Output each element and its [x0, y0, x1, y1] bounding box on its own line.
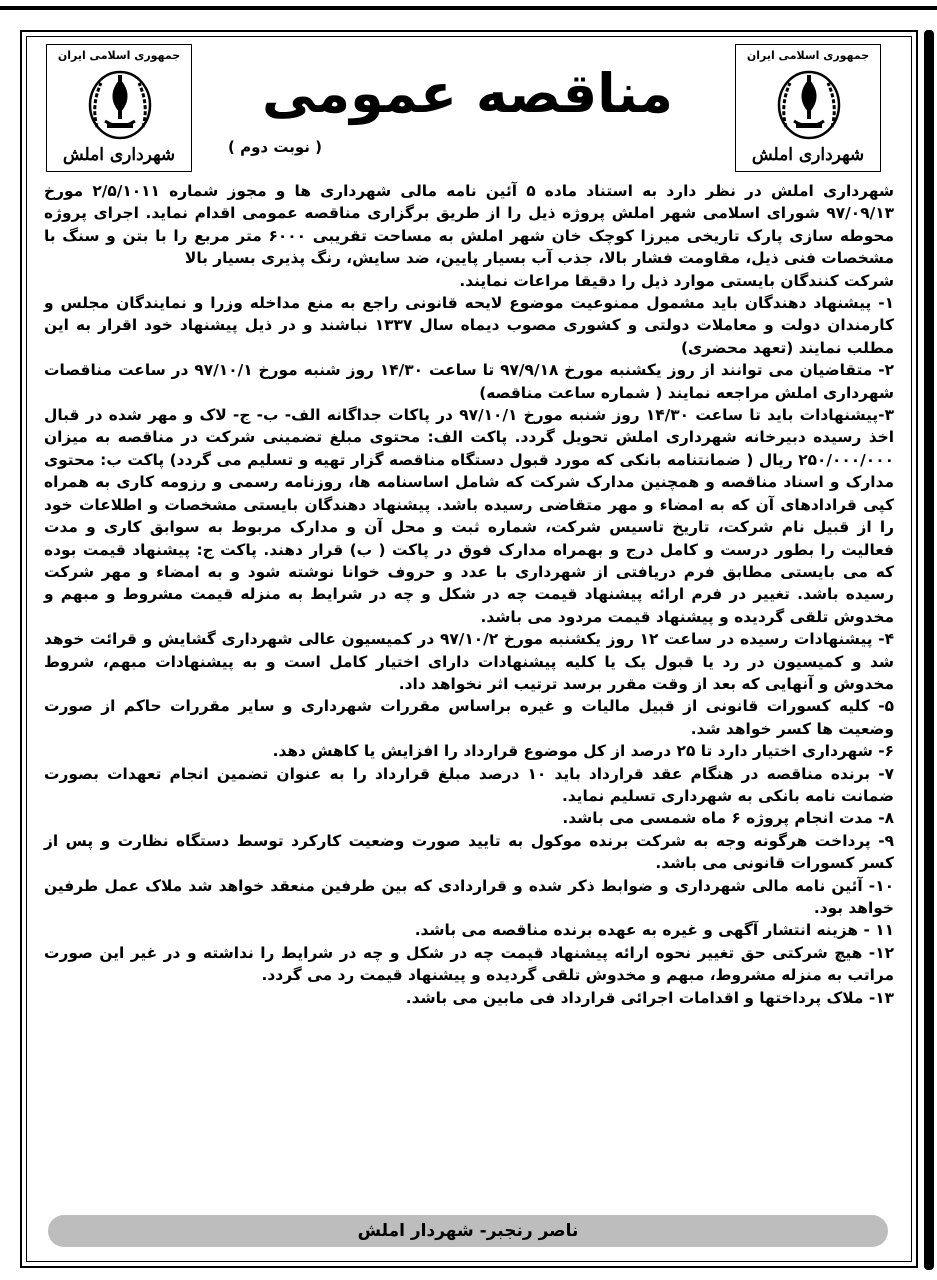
- condition-item: ۱۲- هیچ شرکتی حق تغییر نحوه ارائه پیشنهاد قیمت چه در شکل و چه در شرایط را نداشته و در غیر این صورت مراتب به منزله مشروط، مبهم و مخدوش تلقی گردیده و پیشنهاد قیمت رد می گردد.: [44, 943, 894, 985]
- emblem-caption: جمهوری اسلامی ایران: [746, 49, 870, 62]
- condition-item: ۱۰- آئین نامه مالی شهرداری و ضوابط ذکر شده و قراردادی که بین طرفین منعقد خواهد شد ملاک عمل طرفین خواهد بود.: [44, 876, 894, 917]
- top-rule: [0, 6, 937, 10]
- condition-item: ۳-پیشنهادات باید تا ساعت ۱۴/۳۰ روز شنبه مورخ ۹۷/۱۰/۱ در پاکات جداگانه الف- ب- ج- لاک و مهر شده در قبال اخذ رسیده دبیرخانه شهرداری املش تحویل گردد. پاکت الف: محتوی مبلغ تضمینی شرکت در مناقصه به میزان ۲۵۰/۰۰۰/۰۰۰ ریال ( ضمانتنامه بانکی که مورد قبول دستگاه مناقصه گزار تهیه و تسلیم می گردد) پاکت ب: محتوی مدارک و اسناد مناقصه و همچنین مدارک شرکت که شامل اساسنامه ها، روزنامه رسمی و رزومه کاری به همراه کپی قرادادهای آن که به امضاء و مهر متقاضی رسیده باشد. پیشنهاد دهندگان بایستی مشخصات و اطلاعات خود را از قبیل نام شرکت، تاریخ تاسیس شرکت، شماره ثبت و محل آن و مدارک مربوط به سوابق کاری و مدت فعالیت را بطور درست و کامل درج و بهمراه مدارک فوق در پاکت ( ب) قرار دهند. پاکت ج: پیشنهاد قیمت بوده که می بایستی مطابق فرم دریافتی از شهرداری با عدد و حروف خوانا نوشته شود و به امضاء و مهر شرکت رسیده باشد. تغییر در فرم ارائه پیشنهاد قیمت چه در شکل و چه در شرایط به منزله قیمت مشروط و مبهم و مخدوش تلقی گردیده و پیشنهاد قیمت مردود می باشد.: [44, 406, 894, 626]
- municipality-emblem-right: [735, 44, 881, 172]
- municipality-emblem-left: [46, 44, 192, 172]
- condition-item: ۱۳- ملاک پرداختها و اقدامات اجرائی قرارداد فی مابین می باشد.: [405, 988, 894, 1007]
- condition-item: ۸- مدت انجام پروژه ۶ ماه شمسی می باشد.: [562, 809, 894, 828]
- iran-emblem-icon: [776, 67, 842, 141]
- intro-paragraph: شرکت کنندگان بایستی موارد ذیل را دقیقا مراعات نمایند.: [459, 271, 894, 290]
- condition-item: ۶- شهرداری اختیار دارد تا ۲۵ درصد از کل موضوع قرارداد را افزایش یا کاهش دهد.: [272, 742, 894, 761]
- iran-emblem-icon: [87, 67, 153, 141]
- emblem-city-name: شهرداری املش: [62, 145, 176, 165]
- condition-item: ۵- کلیه کسورات قانونی از قبیل مالیات و غیره براساس مقررات شهرداری و سایر مقررات حاکم از صورت وضعیت ها کسر خواهد شد.: [44, 697, 894, 738]
- condition-item: ۹- پرداخت هرگونه وجه به شرکت برنده موکول به تایید صورت وضعیت کارکرد توسط دستگاه نظارت و پس از کسر کسورات قانونی می باشد.: [44, 831, 894, 873]
- intro-paragraph: شهرداری املش در نظر دارد به استناد ماده ۵ آئین نامه مالی شهرداری ها و مجوز شماره ۲/۵/۱۰۱۱ مورخ ۹۷/۰۹/۱۳ شورای اسلامی شهر املش پروژه ذیل را از طریق برگزاری مناقصه عمومی اقدام نماید. اجرای پروژه محوطه سازی پارک تاریخی میرزا کوچک خان شهر املش به مساحت تقریبی ۶۰۰۰ متر مربع را با بتن و سنگ با مشخصات فنی ذیل، مقاومت فشار بالا، جذب آب بسیار پایین، ضد سایش، رنگ پذیری بسیار بالا: [44, 182, 895, 268]
- emblem-city-name: شهرداری املش: [751, 145, 865, 165]
- condition-item: ۱- پیشنهاد دهندگان باید مشمول ممنوعیت موضوع لایحه قانونی راجع به منع مداخله وزرا و نمایندگان مجلس و کارمندان دولت و معاملات دولتی و کشوری مصوب دیماه سال ۱۳۳۷ نباشند و در ذیل پیشنهاد خود اقرار به این مطلب نمایند (تعهد محضری): [44, 294, 894, 357]
- notice-body: [44, 180, 894, 1009]
- right-edge-bar: [924, 30, 934, 1270]
- condition-item: ۲- متقاضیان می توانند از روز یکشنبه مورخ ۹۷/۹/۱۸ تا ساعت ۱۴/۳۰ روز شنبه مورخ ۹۷/۱۰/۱ در ساعت مناقصات شهرداری املش مراجعه نمایند ( شماره ساعت مناقصه): [44, 361, 895, 402]
- condition-item: ۴- پیشنهادات رسیده در ساعت ۱۲ روز یکشنبه مورخ ۹۷/۱۰/۲ در کمیسیون عالی شهرداری گشایش و قرائت خوهد شد و کمیسیون در رد یا قبول یک یا کلیه پیشنهادات دارای اختیار کامل است و به پیشنهادات مبهم، شروط مخدوش و آنهایی که بعد از وقت مقرر برسد ترتیب اثر نخواهد داد.: [44, 630, 894, 693]
- notice-title: مناقصه عمومی: [262, 62, 673, 125]
- emblem-caption: جمهوری اسلامی ایران: [57, 49, 181, 62]
- condition-item: ۱۱ - هزینه انتشار آگهی و غیره به عهده برنده مناقصه می باشد.: [414, 921, 894, 940]
- notice-round: ( نوبت دوم ): [228, 138, 322, 156]
- signature-bar: [48, 1215, 888, 1247]
- condition-item: ۷- برنده مناقصه در هنگام عقد قرارداد باید ۱۰ درصد مبلغ قرارداد را به عنوان تضمین انجام تعهدات بصورت ضمانت نامه بانکی به شهرداری تسلیم نماید.: [44, 764, 895, 805]
- signature-text: ناصر رنجبر- شهردار املش: [357, 1221, 579, 1241]
